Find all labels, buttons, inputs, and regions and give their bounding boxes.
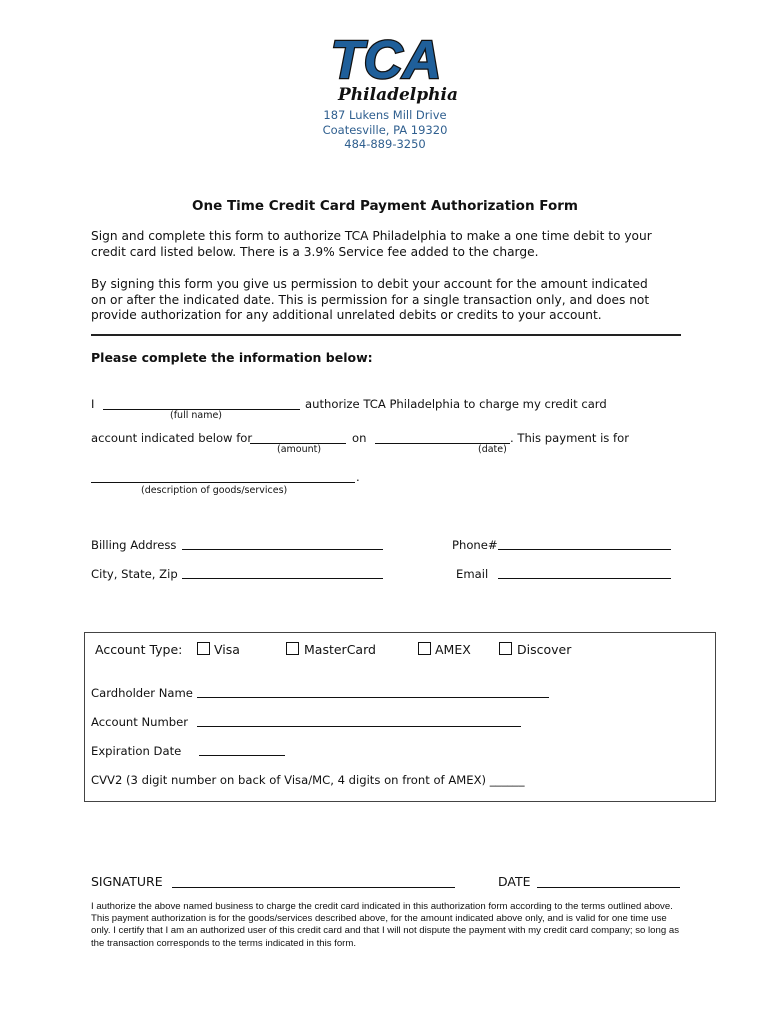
account-number-field[interactable] [197,726,521,727]
on-text: on [352,431,367,445]
phone-label: Phone# [452,538,498,552]
cvv2-label: CVV2 (3 digit number on back of Visa/MC, 4 digits on front of AMEX) ______ [91,773,525,787]
intro-line-1: Sign and complete this form to authorize TCA Philadelphia to make a one time debit to your [91,229,652,243]
discover-label: Discover [517,642,572,657]
amount-hint: (amount) [277,444,322,455]
expiration-date-field[interactable] [199,755,285,756]
expiration-date-label: Expiration Date [91,744,182,758]
city-state-zip-label: City, State, Zip [91,567,178,581]
account-number-label: Account Number [91,715,189,729]
cardholder-name-label: Cardholder Name [91,686,193,700]
phone-field[interactable] [498,549,671,550]
city-state-zip-field[interactable] [182,578,383,579]
full-name-hint: (full name) [170,410,223,421]
description-field[interactable] [91,482,355,483]
email-field[interactable] [498,578,671,579]
tca-philadelphia-logo [303,30,469,108]
address-line-2: Coatesville, PA 19320 [322,123,448,137]
signature-date-field[interactable] [537,887,680,888]
billing-address-field[interactable] [182,549,383,550]
description-period: . [356,470,360,484]
date-hint: (date) [478,444,507,455]
section-divider [91,334,681,336]
amex-checkbox[interactable] [418,642,431,655]
billing-address-label: Billing Address [91,538,177,552]
logo-graphic [303,30,469,108]
amex-label: AMEX [435,642,471,657]
address-phone: 484-889-3250 [344,137,426,151]
consent-line-2: on or after the indicated date. This is permission for a single transaction only, and does not [91,293,650,307]
discover-checkbox[interactable] [499,642,512,655]
logo-sub-text: Philadelphia [338,85,458,105]
consent-line-1: By signing this form you give us permission to debit your account for the amount indicated [91,277,648,291]
signature-label: SIGNATURE [91,874,163,889]
address-line-1: 187 Lukens Mill Drive [323,108,447,122]
consent-line-3: provide authorization for any additional unrelated debits or credits to your account. [91,308,602,322]
date-label: DATE [498,874,531,889]
payment-for-text: . This payment is for [510,431,629,445]
section-heading: Please complete the information below: [91,350,373,365]
authorize-text: authorize TCA Philadelphia to charge my credit card [305,397,607,411]
i-label: I [91,397,95,411]
authorization-disclaimer: I authorize the above named business to charge the credit card indicated in this authorization form according to the terms outlined above. This payment authorization is for the goods/services described above, for the amount indicated above only, and is valid for one time use only. I certify that I am an authorized user of this credit card and that I will not dispute the payment with my credit card company; so long as the transaction corresponds to the terms indicated in this form. [91,901,679,949]
visa-label: Visa [214,642,240,657]
description-hint: (description of goods/services) [141,485,288,496]
cardholder-name-field[interactable] [197,697,549,698]
mastercard-label: MasterCard [304,642,376,657]
visa-checkbox[interactable] [197,642,210,655]
email-label: Email [456,567,489,581]
signature-field[interactable] [172,887,455,888]
logo-main-text: TCA [330,30,442,90]
mastercard-checkbox[interactable] [286,642,299,655]
account-indicated-text: account indicated below for [91,431,253,445]
form-title: One Time Credit Card Payment Authorization Form [192,198,578,214]
intro-line-2: credit card listed below. There is a 3.9% Service fee added to the charge. [91,245,539,259]
account-type-label: Account Type: [95,642,183,657]
